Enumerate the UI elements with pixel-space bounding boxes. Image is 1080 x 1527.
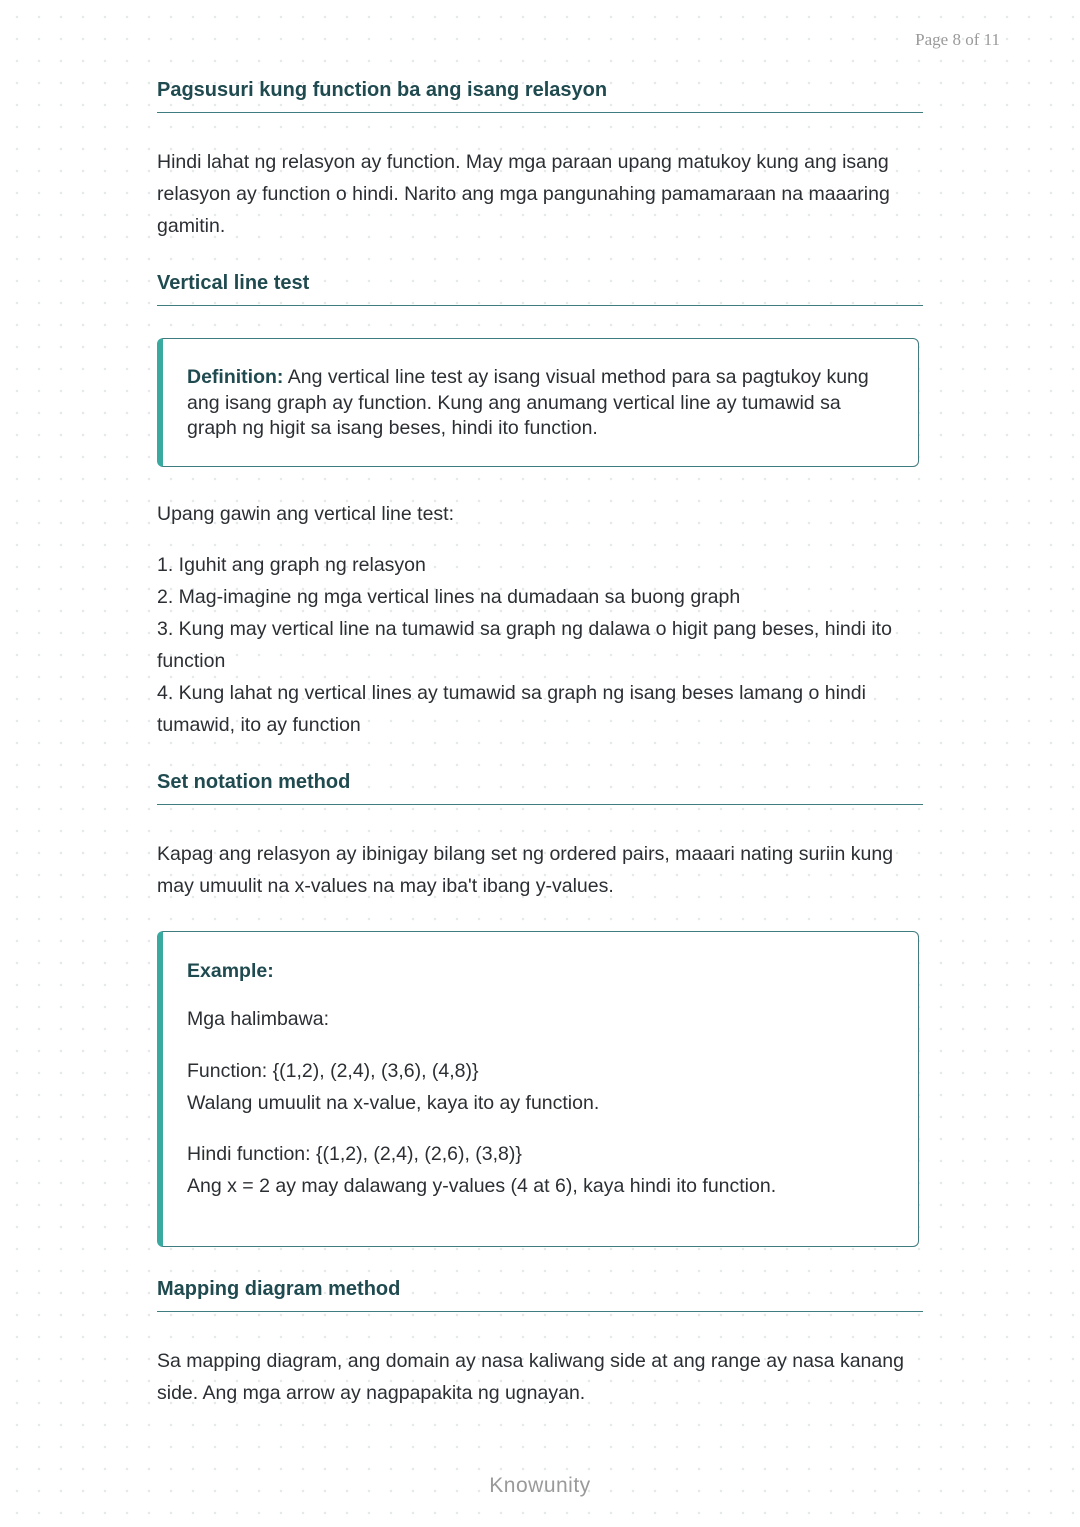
page-number: Page 8 of 11 [915, 30, 1000, 49]
steps-list [157, 549, 923, 741]
definition-label: Definition: [187, 366, 284, 388]
function-explanation: Walang umuulit na x-value, kaya ito ay function. [187, 1092, 600, 1114]
function-example: Function: {(1,2), (2,4), (3,6), (4,8)} [187, 1060, 479, 1082]
definition-box [157, 338, 919, 467]
example-title: Example: [187, 960, 274, 982]
set-notation-paragraph: Kapag ang relasyon ay ibinigay bilang set ng ordered pairs, maaari nating suriin kung may umuulit na x-values na may iba't ibang y-values. [157, 843, 894, 897]
intro-paragraph: Hindi lahat ng relasyon ay function. May mga paraan upang matukoy kung ang isang relasyon ay function o hindi. Narito ang mga pangunahing pamamaraan na maaaring gamitin. [157, 151, 890, 237]
mapping-diagram-paragraph: Sa mapping diagram, ang domain ay nasa kaliwang side at ang range ay nasa kanang side. Ang mga arrow ay nagpapakita ng ugnayan. [157, 1350, 904, 1404]
section-heading-mapping-diagram: Mapping diagram method [157, 1278, 923, 1312]
step-item: 4. Kung lahat ng vertical lines ay tumawid sa graph ng isang beses lamang o hindi tumawid, ito ay function [157, 682, 866, 736]
footer-watermark: Knowunity [489, 1474, 591, 1497]
definition-text: Ang vertical line test ay isang visual method para sa pagtukoy kung ang isang graph ay function. Kung ang anumang vertical line ay tumawid sa graph ng higit sa isang beses, hindi ito function. [187, 366, 869, 439]
nonfunction-explanation: Ang x = 2 ay may dalawang y-values (4 at 6), kaya hindi ito function. [187, 1175, 777, 1197]
example-subtitle: Mga halimbawa: [187, 1008, 329, 1030]
nonfunction-example: Hindi function: {(1,2), (2,4), (2,6), (3,8)} [187, 1143, 522, 1165]
section-heading-vertical-line-test: Vertical line test [157, 272, 923, 306]
step-item: 3. Kung may vertical line na tumawid sa graph ng dalawa o higit pang beses, hindi ito function [157, 618, 892, 672]
section-heading-function-check: Pagsusuri kung function ba ang isang relasyon [157, 79, 923, 113]
section-heading-set-notation: Set notation method [157, 771, 923, 805]
step-item: 1. Iguhit ang graph ng relasyon [157, 554, 426, 576]
steps-intro: Upang gawin ang vertical line test: [157, 503, 455, 525]
step-item: 2. Mag-imagine ng mga vertical lines na dumadaan sa buong graph [157, 586, 741, 608]
example-box [157, 931, 919, 1247]
